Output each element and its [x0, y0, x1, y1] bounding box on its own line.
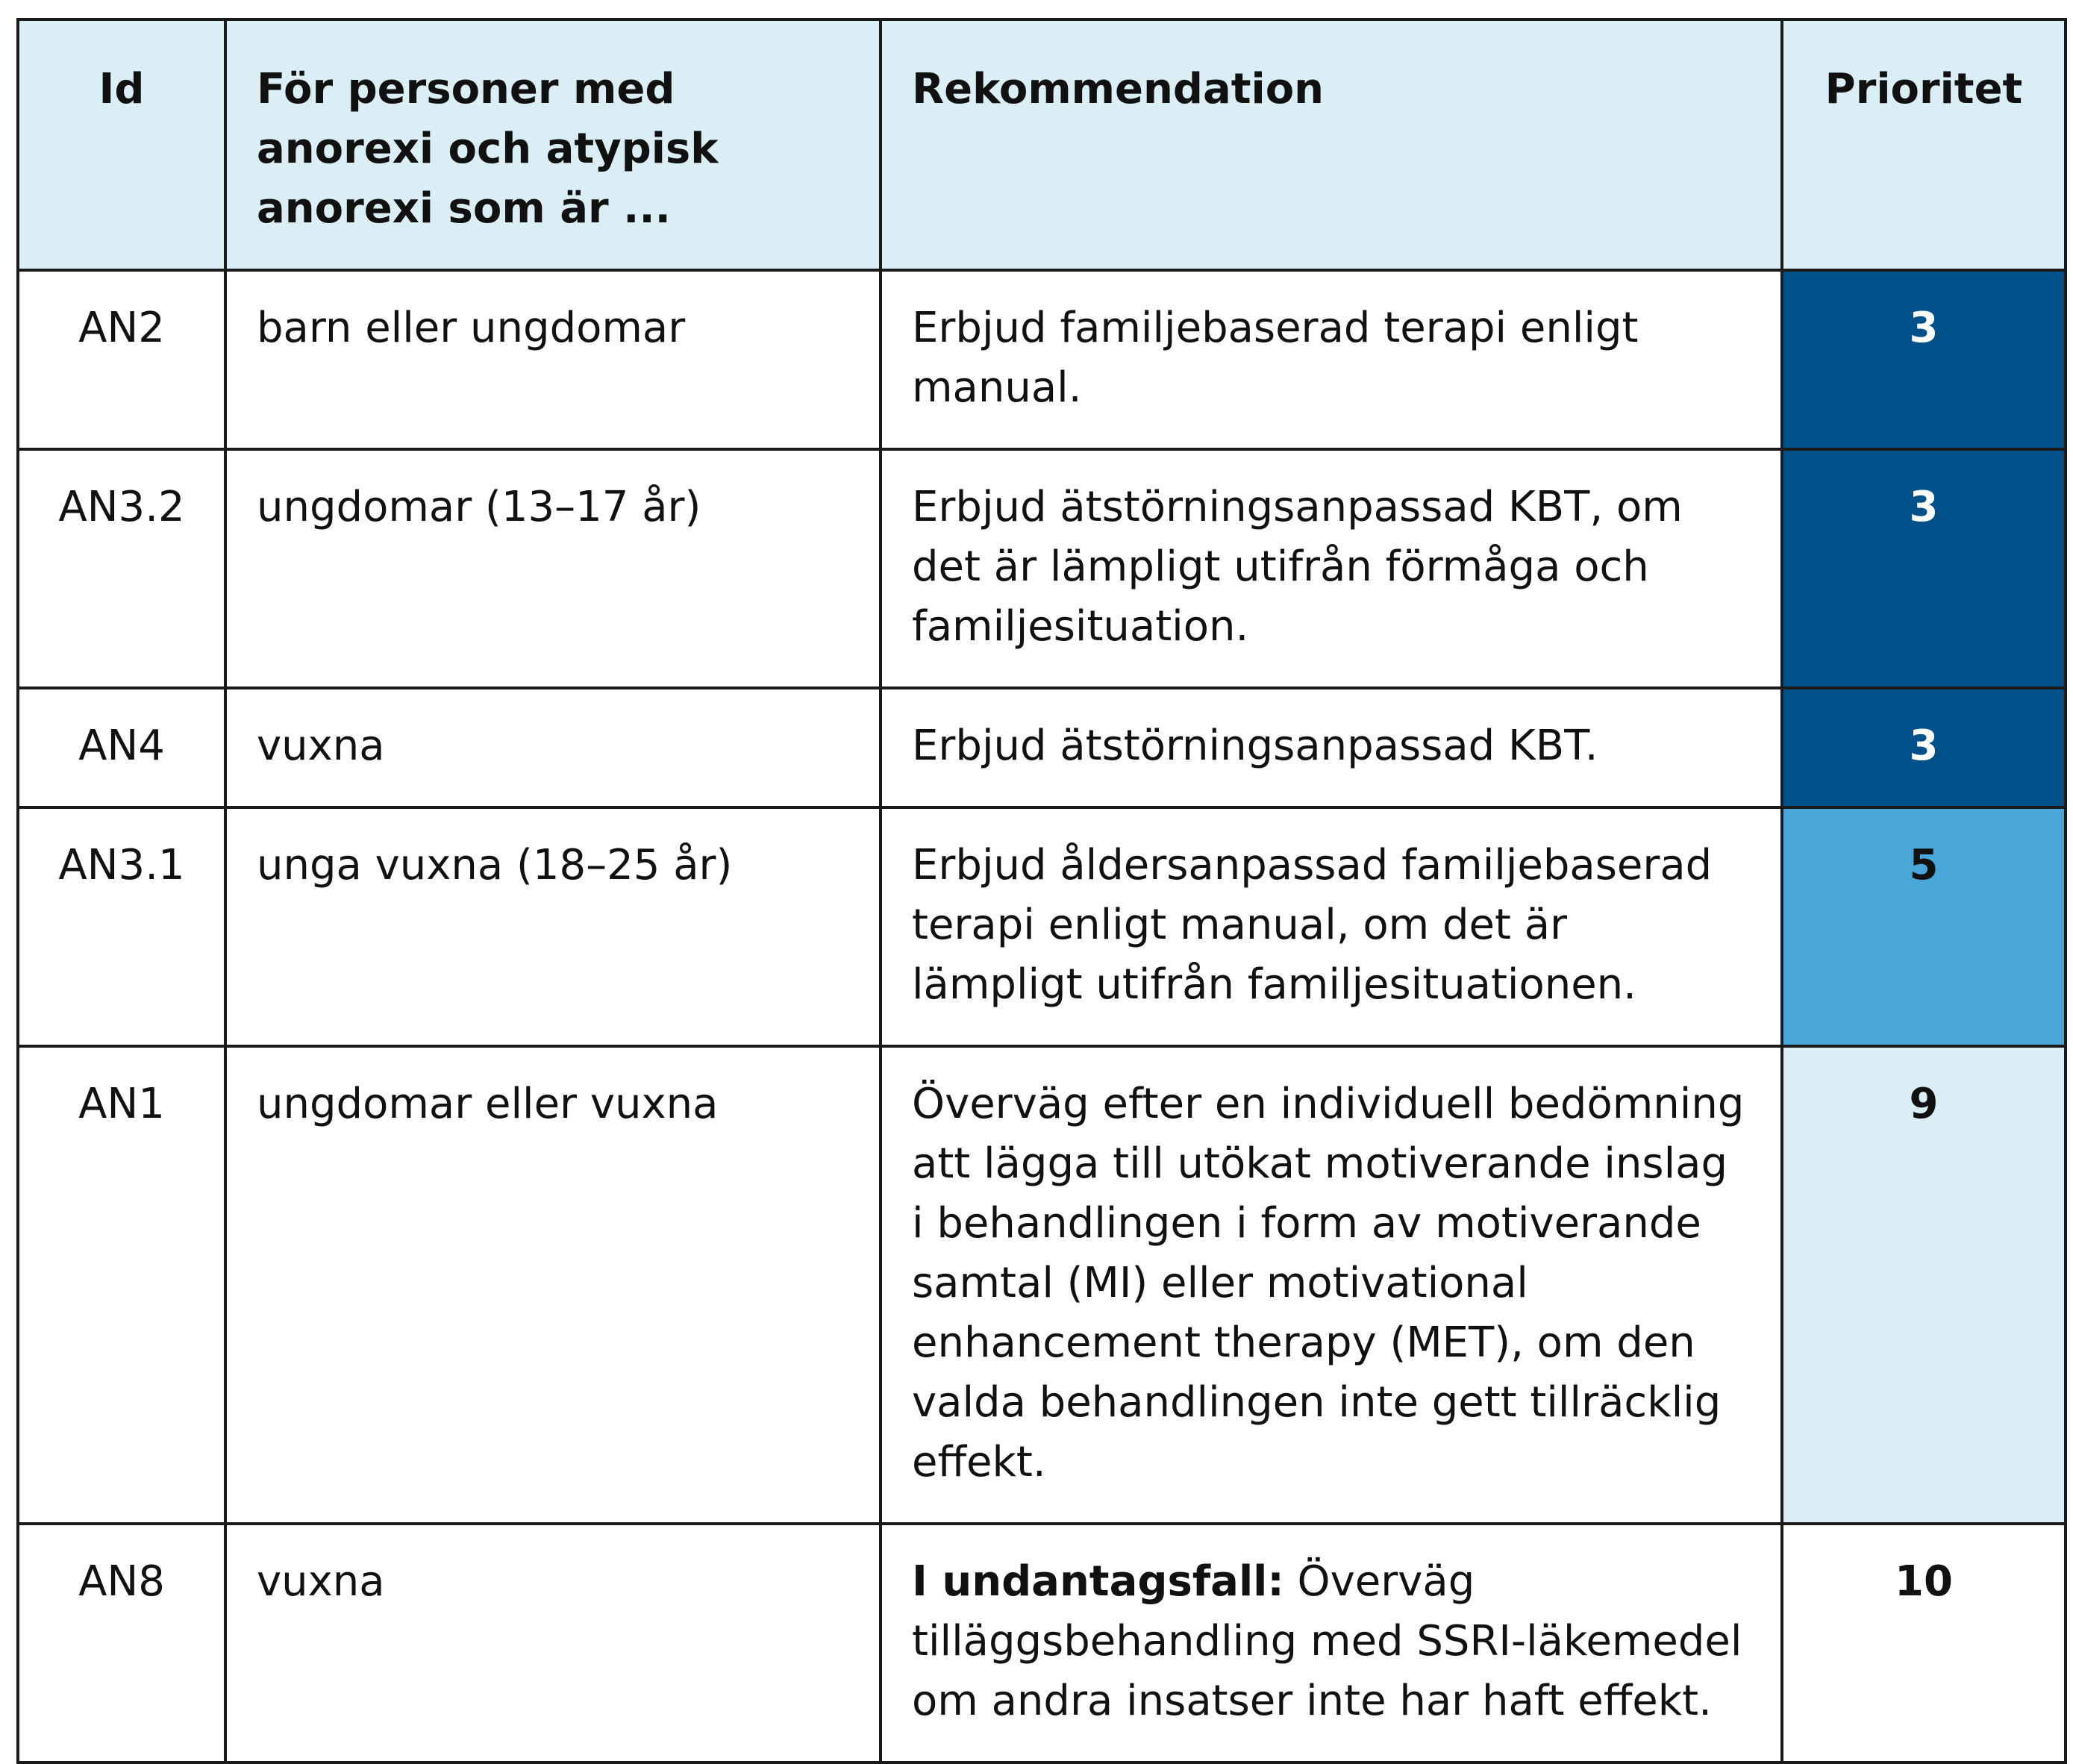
recommendation-text: Överväg tilläggsbehandling med SSRI-läkemedel om andra insatser inte har haft effekt. — [912, 1557, 1742, 1725]
recommendation-table — [16, 18, 2067, 1764]
recommendation-prefix: I undantagsfall: — [912, 1557, 1284, 1606]
cell-id: AN3.2 — [18, 449, 225, 688]
table-row — [18, 1046, 2066, 1524]
cell-priority: 5 — [1782, 807, 2066, 1046]
cell-priority: 10 — [1782, 1524, 2066, 1763]
table-row — [18, 449, 2066, 688]
cell-priority: 9 — [1782, 1046, 2066, 1524]
header-priority: Prioritet — [1782, 19, 2066, 270]
cell-priority: 3 — [1782, 270, 2066, 449]
cell-id: AN1 — [18, 1046, 225, 1524]
header-recommendation: Rekommendation — [881, 19, 1782, 270]
table-header-row — [18, 19, 2066, 270]
cell-population: unga vuxna (18–25 år) — [225, 807, 881, 1046]
table-row — [18, 270, 2066, 449]
cell-id: AN3.1 — [18, 807, 225, 1046]
cell-recommendation: Erbjud åldersanpassad familjebaserad terapi enligt manual, om det är lämpligt utifrån familjesituationen. — [881, 807, 1782, 1046]
cell-population: ungdomar eller vuxna — [225, 1046, 881, 1524]
cell-recommendation: Erbjud familjebaserad terapi enligt manual. — [881, 270, 1782, 449]
cell-recommendation: Erbjud ätstörningsanpassad KBT. — [881, 688, 1782, 807]
cell-id: AN4 — [18, 688, 225, 807]
header-population: För personer med anorexi och atypisk anorexi som är ... — [225, 19, 881, 270]
table-row — [18, 807, 2066, 1046]
cell-recommendation: Erbjud ätstörningsanpassad KBT, om det är lämpligt utifrån förmåga och familjesituation. — [881, 449, 1782, 688]
cell-population: vuxna — [225, 688, 881, 807]
table-row — [18, 688, 2066, 807]
header-id: Id — [18, 19, 225, 270]
table-row — [18, 1524, 2066, 1763]
cell-recommendation — [881, 1524, 1782, 1763]
cell-recommendation: Överväg efter en individuell bedömning att lägga till utökat motiverande inslag i behandlingen i form av motiverande samtal (MI) eller motivational enhancement therapy (MET), om den valda behandlingen inte gett tillräcklig effekt. — [881, 1046, 1782, 1524]
cell-population: ungdomar (13–17 år) — [225, 449, 881, 688]
cell-id: AN2 — [18, 270, 225, 449]
cell-population: barn eller ungdomar — [225, 270, 881, 449]
cell-id: AN8 — [18, 1524, 225, 1763]
cell-priority: 3 — [1782, 449, 2066, 688]
cell-priority: 3 — [1782, 688, 2066, 807]
cell-population: vuxna — [225, 1524, 881, 1763]
